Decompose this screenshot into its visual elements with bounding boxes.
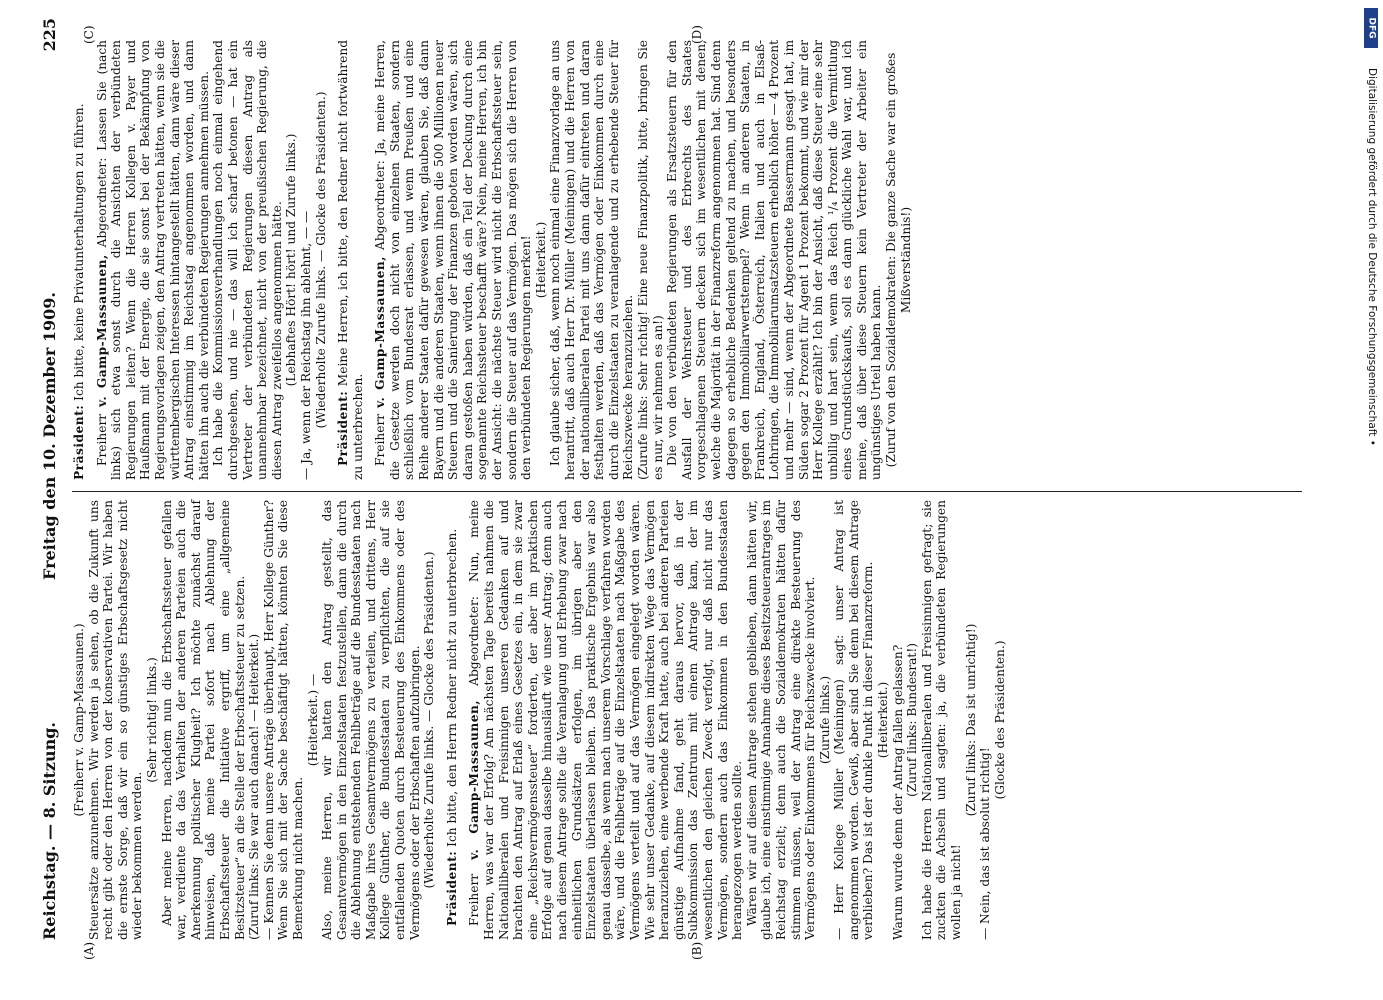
paragraph: (Glocke des Präsidenten.)	[992, 640, 1007, 800]
paragraph: (Sehr richtig! links.)	[144, 657, 159, 783]
paragraph: Ich habe die Herren Nationalliberalen und Freisinnigen gefragt; sie zuckten die Achseln und sagten: ja, die verbündeten Regierungen wollen ja nicht!	[919, 500, 964, 940]
paragraph: Freiherr v. Gamp-Massaunen, Abgeordneter: Ja, meine Herren, die Gesetze werden doch nicht von einzelnen Staaten, sondern schließlich vom Bundesrat erlassen, und wenn Preußen und eine Reihe anderer Staaten dafür gewesen wären, glauben Sie, daß dann Bayern und die anderen Staaten, wenn ihnen die 500 Millionen neuer Steuern und die Sanierung der Finanzen geboten worden wären, sich daran gestoßen haben würden, daß ein Teil der Deckung durch eine sogenannte Reichssteuer beschafft wäre? Nein, meine Herren, ich bin der Ansicht: die nächste Steuer wird nicht die Erbschaftssteuer sein, sondern die Steuer auf das Vermögen. Das mögen sich die Herren von den verbündeten Regierungen merken!	[373, 40, 534, 480]
dfg-logo-text: DFG	[1366, 17, 1377, 39]
running-header	[40, 0, 62, 1000]
paragraph: Ich habe die Kommissionsverhandlungen noch einmal eingehend durchgesehen, und nie — das will ich scharf betonen — hat ein Vertreter der verbündeten Regierungen diesen Antrag als unannehmbar bezeichnet, nicht von der preußischen Regierung, die diesen Antrag zweifellos angenommen hätte.	[211, 40, 284, 480]
paragraph: Freiherr v. Gamp-Massaunen, Abgeordneter: Nun, meine Herren, was war der Erfolg? Am nächsten Tage bereits nahmen die Nationalliberalen und Freisinnigen unseren Gedanken auf und brachten den Antrag auf Erlaß eines Gesetzes ein, in dem sie zwar eine „Reichsvermögenssteuer“ forderten, der aber im praktischen Erfolge auf genau dasselbe hinausläuft wie unser Antrag; denn auch nach diesem Antrage sollte die Veranlagung und Erhebung zwar nach einheitlichen Grundsätzen erfolgen, im übrigen aber den Einzelstaaten überlassen bleiben. Das praktische Ergebnis war also genau dasselbe, als wenn nach unserem Vorschlage verfahren worden wäre, und die Fehlbeträge auf die Einzelstaaten nach Maßgabe des Vermögens verteilt und auf das Vermögen eingelegt worden wären. Wie sehr unser Gedanke, auf diesem indirekten Wege das Vermögen heranzuziehen, eine werbende Kraft hatte, auch bei anderen Parteien günstige Aufnahme fand, geht daraus hervor, daß in der Subkommission das Zentrum mit einem Antrage kam, der im wesentlichen den gleichen Zweck verfolgt, nur daß nicht nur das Vermögen, sondern auch das Einkommen in den Bundesstaaten herangezogen werden sollte.	[467, 500, 745, 940]
paragraph: Wären wir auf diesem Antrage stehen geblieben, dann hätten wir, glaube ich, eine einstimmige Annahme dieses Besitzsteuerantrages im Reichstag erzielt; denn auch die Sozialdemokraten hätten dafür stimmen müssen, weil der Antrag eine direkte Besteuerung des Vermögens oder Einkommens für Reichszwecke involviert.	[744, 500, 818, 940]
header-date: Freitag den 10. Dezember 1909.	[40, 292, 59, 580]
paragraph: Aber meine Herren, nachdem nun die Erbschaftssteuer gefallen war, verdiente da das Verhalten der anderen Parteien auch die Anerkennung politischer Klugheit? Ich möchte zunächst darauf hinweisen, daß meine Partei sofort nach Ablehnung der Erbschaftssteuer die Initiative ergriff, um eine „allgemeine Besitzsteuer“ an die Stelle der Erbschaftssteuer zu setzen.	[159, 500, 247, 940]
paragraph: (Heiterkeit.) —	[305, 673, 320, 767]
paragraph: Warum wurde denn der Antrag fallen gelassen?	[890, 644, 905, 940]
paragraph: — Kennen Sie denn unsere Anträge überhaupt, Herr Kollege Günther? Wenn Sie sich mit der Sache beschäftigt hätten, könnten Sie diese Bemerkung nicht machen.	[261, 500, 305, 940]
paragraph: (Lebhaftes Hört! hört! und Zurufe links.)	[284, 133, 299, 387]
paragraph: (Freiherr v. Gamp-Massaunen.)	[72, 623, 86, 817]
paragraph: (Zurufe links: Sehr richtig! Eine neue Finanzpolitik, bitte, bringen Sie es nur, wir nehmen es an!)	[635, 40, 665, 480]
paragraph: (Wiederholte Zurufe links. — Glocke des Präsidenten.)	[422, 551, 437, 889]
paragraph: Also, meine Herren, wir hatten den Antrag gestellt, das Gesamtvermögen in den Einzelstaaten festzustellen, dann die durch die Ablehnung entstehenden Fehlbeträge auf die Bundesstaaten nach Maßgabe ihres Gesamtvermögens zu verteilen, und drittens, Herr Kollege Günther, die Bundesstaaten zu verpflichten, die auf sie entfallenden Quoten durch Besteuerung des Einkommens oder des Vermögens oder der Erbschaften aufzubringen.	[320, 500, 422, 940]
header-session-title: Reichstag. — 8. Sitzung.	[40, 722, 59, 940]
paragraph: Die von den verbündeten Regierungen als Ersatzsteuern für den Ausfall der Wehrsteuer und des Erbrechts des Staates vorgeschlagenen Steuern decken sich im wesentlichen mit denen, welche die Majorität in der Finanzreform angenommen hat. Sind denn dagegen so erhebliche Bedenken geltend zu machen, und besonders gegen den Immobiliarwertstempel? Wenn in anderen Staaten, in Frankreich, England, Österreich, Italien und auch in Elsaß-Lothringen, die Immobiliarumsatzsteuern erheblich höher — 4 Prozent und mehr — sind, wenn der Abgeordnete Bassermann gesagt hat, im Süden sogar 2 Prozent für Agent 1 Prozent bekommt, und wie mir der Herr Kollege erzählt? Ich bin der Ansicht, daß diese Steuer eine sehr unbillig und hart sein, wenn das Reich ¹/₄ Prozent die Vermittlung eines Grundstückskaufs, soll es dann glückliche Wahl war, und ich meine, daß über diese Steuern kein Vertreter der Arbeiter ein ungünstiges Urteil haben kann.	[665, 40, 884, 480]
right-text-column	[72, 40, 913, 480]
column-divider	[72, 491, 1302, 492]
paragraph: (Heiterkeit.)	[876, 681, 891, 759]
paragraph: (Heiterkeit.)	[533, 221, 548, 299]
paragraph: (Zuruf links: Das ist unrichtig!)	[963, 623, 978, 817]
paragraph: (Zurufe links.)	[817, 675, 832, 765]
margin-marker-d: (D)	[690, 25, 704, 44]
credit-text: Digitalisierung gefördert durch die Deutsche Forschungsgemeinschaft •	[1366, 68, 1378, 446]
paragraph: — Nein, das ist absolut richtig!	[978, 747, 993, 940]
paragraph: (Wiederholte Zurufe links. — Glocke des Präsidenten.)	[313, 91, 328, 429]
left-text-column	[72, 500, 1007, 940]
paragraph: — Ja, wenn der Reichstag ihn ablehnt, — —	[298, 210, 313, 480]
paragraph: (Zuruf links: Bundesrat!)	[905, 643, 920, 797]
margin-marker-c: (C)	[82, 25, 96, 44]
paragraph: Ich glaube sicher, daß, wenn noch einmal eine Finanzvorlage an uns herantritt, daß auch Herr Dr. Müller (Meiningen) und die Herren von der nationalliberalen Partei mit uns dann dafür eintreten und daran festhalten werden, daß das Vermögen oder Einkommen durch eine durch die Einzelstaaten zu veranlagende und zu erhebende Steuer für Reichszwecke heranzuziehen.	[548, 40, 636, 480]
dfg-logo	[1364, 8, 1378, 48]
digitization-credit	[1362, 8, 1380, 748]
paragraph: Steuersätze anzunehmen. Wir werden ja sehen, ob die Zukunft uns recht gibt oder den Herren von der konservativen Partei. Wir haben die ernste Sorge, daß wir ein so günstiges Erbschaftsgesetz nicht wieder bekommen werden.	[86, 500, 145, 940]
margin-marker-b: (B)	[690, 941, 704, 960]
paragraph: Freiherr v. Gamp-Massaunen, Abgeordneter: Lassen Sie (nach links) sich etwa sonst durch die Ansichten der verbündeten Regierungen leiten? Wenn die Herren Kollegen v. Payer und Haußmann mit der Energie, die sie sonst bei der Bekämpfung von Regierungsvorlagen zeigen, den Antrag vertreten hätten, wenn sie die württembergischen Interessen hintangestellt hätten, dann wäre dieser Antrag einstimmig im Reichstag angenommen worden, und dann hätten ihn auch die verbündeten Regierungen annehmen müssen.	[94, 40, 211, 480]
paragraph: — Herr Kollege Müller (Meiningen) sagt: unser Antrag ist angenommen worden. Gewiß, aber sind Sie denn bei diesem Antrage verblieben? Das ist der dunkle Punkt in dieser Finanzreform.	[832, 500, 876, 940]
page-number: 225	[40, 18, 59, 52]
paragraph: Präsident: Ich bitte, den Herrn Redner nicht zu unterbrechen.	[444, 528, 459, 926]
paragraph: (Zuruf links: Sie war auch danach! — Heiterkeit.)	[247, 633, 262, 940]
paragraph: Präsident: Ich bitte, keine Privatunterhaltungen zu führen.	[72, 103, 86, 480]
margin-marker-a: (A)	[82, 941, 96, 960]
paragraph: (Zuruf von den Sozialdemokraten: Die ganze Sache war ein großes Mißverständnis!)	[884, 52, 913, 468]
paragraph: Präsident: Meine Herren, ich bitte, den Redner nicht fortwährend zu unterbrechen.	[336, 40, 365, 480]
